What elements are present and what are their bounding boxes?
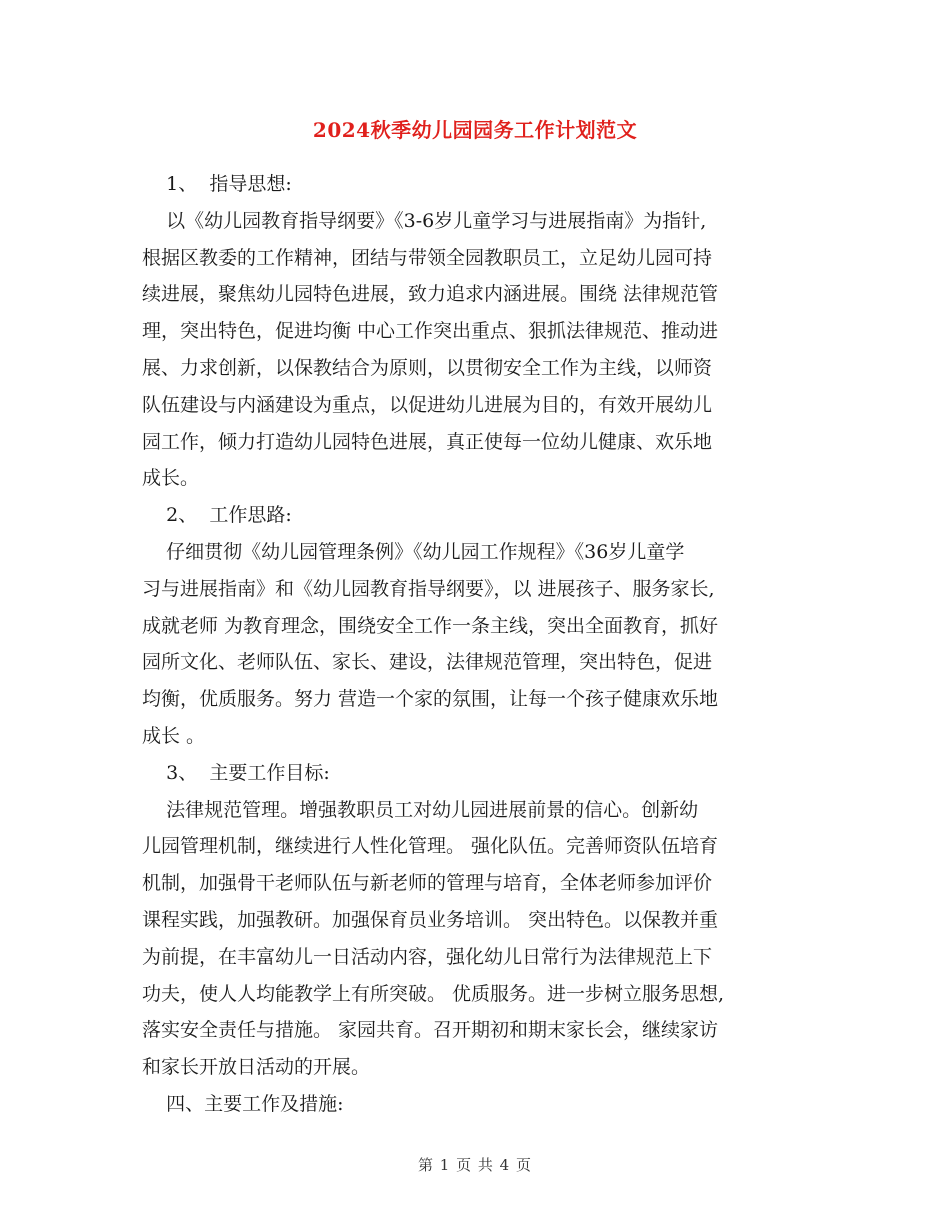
page-footer: 第 1 页 共 4 页 — [418, 1156, 532, 1174]
document-title: 2024秋季幼儿园园务工作计划范文 — [312, 118, 638, 142]
paragraph-line: 成长。 — [142, 467, 200, 490]
section-heading: 四、主要工作及措施: — [142, 1092, 344, 1115]
document-body — [142, 166, 842, 1123]
paragraph-line: 儿园管理机制，继续进行人性化管理。 强化队伍。完善师资队伍培育 — [142, 835, 719, 858]
paragraph-line: 队伍建设与内涵建设为重点，以促进幼儿进展为目的，有效开展幼儿 — [142, 393, 713, 416]
paragraph-line: 园工作，倾力打造幼儿园特色进展，真正使每一位幼儿健康、欢乐地 — [142, 430, 713, 453]
paragraph-line: 成长 。 — [142, 724, 206, 747]
paragraph-line: 展、力求创新，以保教结合为原则，以贯彻安全工作为主线，以师资 — [142, 356, 713, 379]
paragraph-line: 续进展，聚焦幼儿园特色进展，致力追求内涵进展。围绕 法律规范管 — [142, 283, 719, 306]
paragraph-line: 以《幼儿园教育指导纲要》《3-6岁儿童学习与进展指南》为指针, — [142, 209, 707, 232]
paragraph-line: 仔细贯彻《幼儿园管理条例》《幼儿园工作规程》《36岁儿童学 — [142, 540, 685, 563]
paragraph-line: 功夫，使人人均能教学上有所突破。 优质服务。进一步树立服务思想, — [142, 982, 725, 1005]
paragraph-line: 习与进展指南》和《幼儿园教育指导纲要》，以 进展孩子、服务家长, — [142, 577, 715, 600]
paragraph-line: 均衡，优质服务。努力 营造一个家的氛围，让每一个孩子健康欢乐地 — [142, 688, 719, 711]
section-heading: 2、 工作思路: — [142, 504, 292, 527]
paragraph-line: 法律规范管理。增强教职员工对幼儿园进展前景的信心。创新幼 — [142, 798, 699, 821]
paragraph-line: 为前提，在丰富幼儿一日活动内容，强化幼儿日常行为法律规范上下 — [142, 945, 713, 968]
paragraph-line: 根据区教委的工作精神，团结与带领全园教职员工，立足幼儿园可持 — [142, 246, 713, 269]
paragraph-line: 课程实践，加强教研。加强保育员业务培训。 突出特色。以保教并重 — [142, 908, 719, 931]
paragraph-line: 落实安全责任与措施。 家园共育。召开期初和期末家长会，继续家访 — [142, 1019, 719, 1042]
paragraph-line: 理，突出特色，促进均衡 中心工作突出重点、狠抓法律规范、推动进 — [142, 320, 719, 343]
paragraph-line: 园所文化、老师队伍、家长、建设，法律规范管理，突出特色，促进 — [142, 651, 713, 674]
section-heading: 3、 主要工作目标: — [142, 761, 330, 784]
paragraph-line: 成就老师 为教育理念，围绕安全工作一条主线，突出全面教育，抓好 — [142, 614, 719, 637]
section-heading: 1、 指导思想: — [142, 173, 292, 195]
paragraph-line: 机制，加强骨干老师队伍与新老师的管理与培育，全体老师参加评价 — [142, 872, 713, 895]
paragraph-line: 和家长开放日活动的开展。 — [142, 1056, 371, 1079]
